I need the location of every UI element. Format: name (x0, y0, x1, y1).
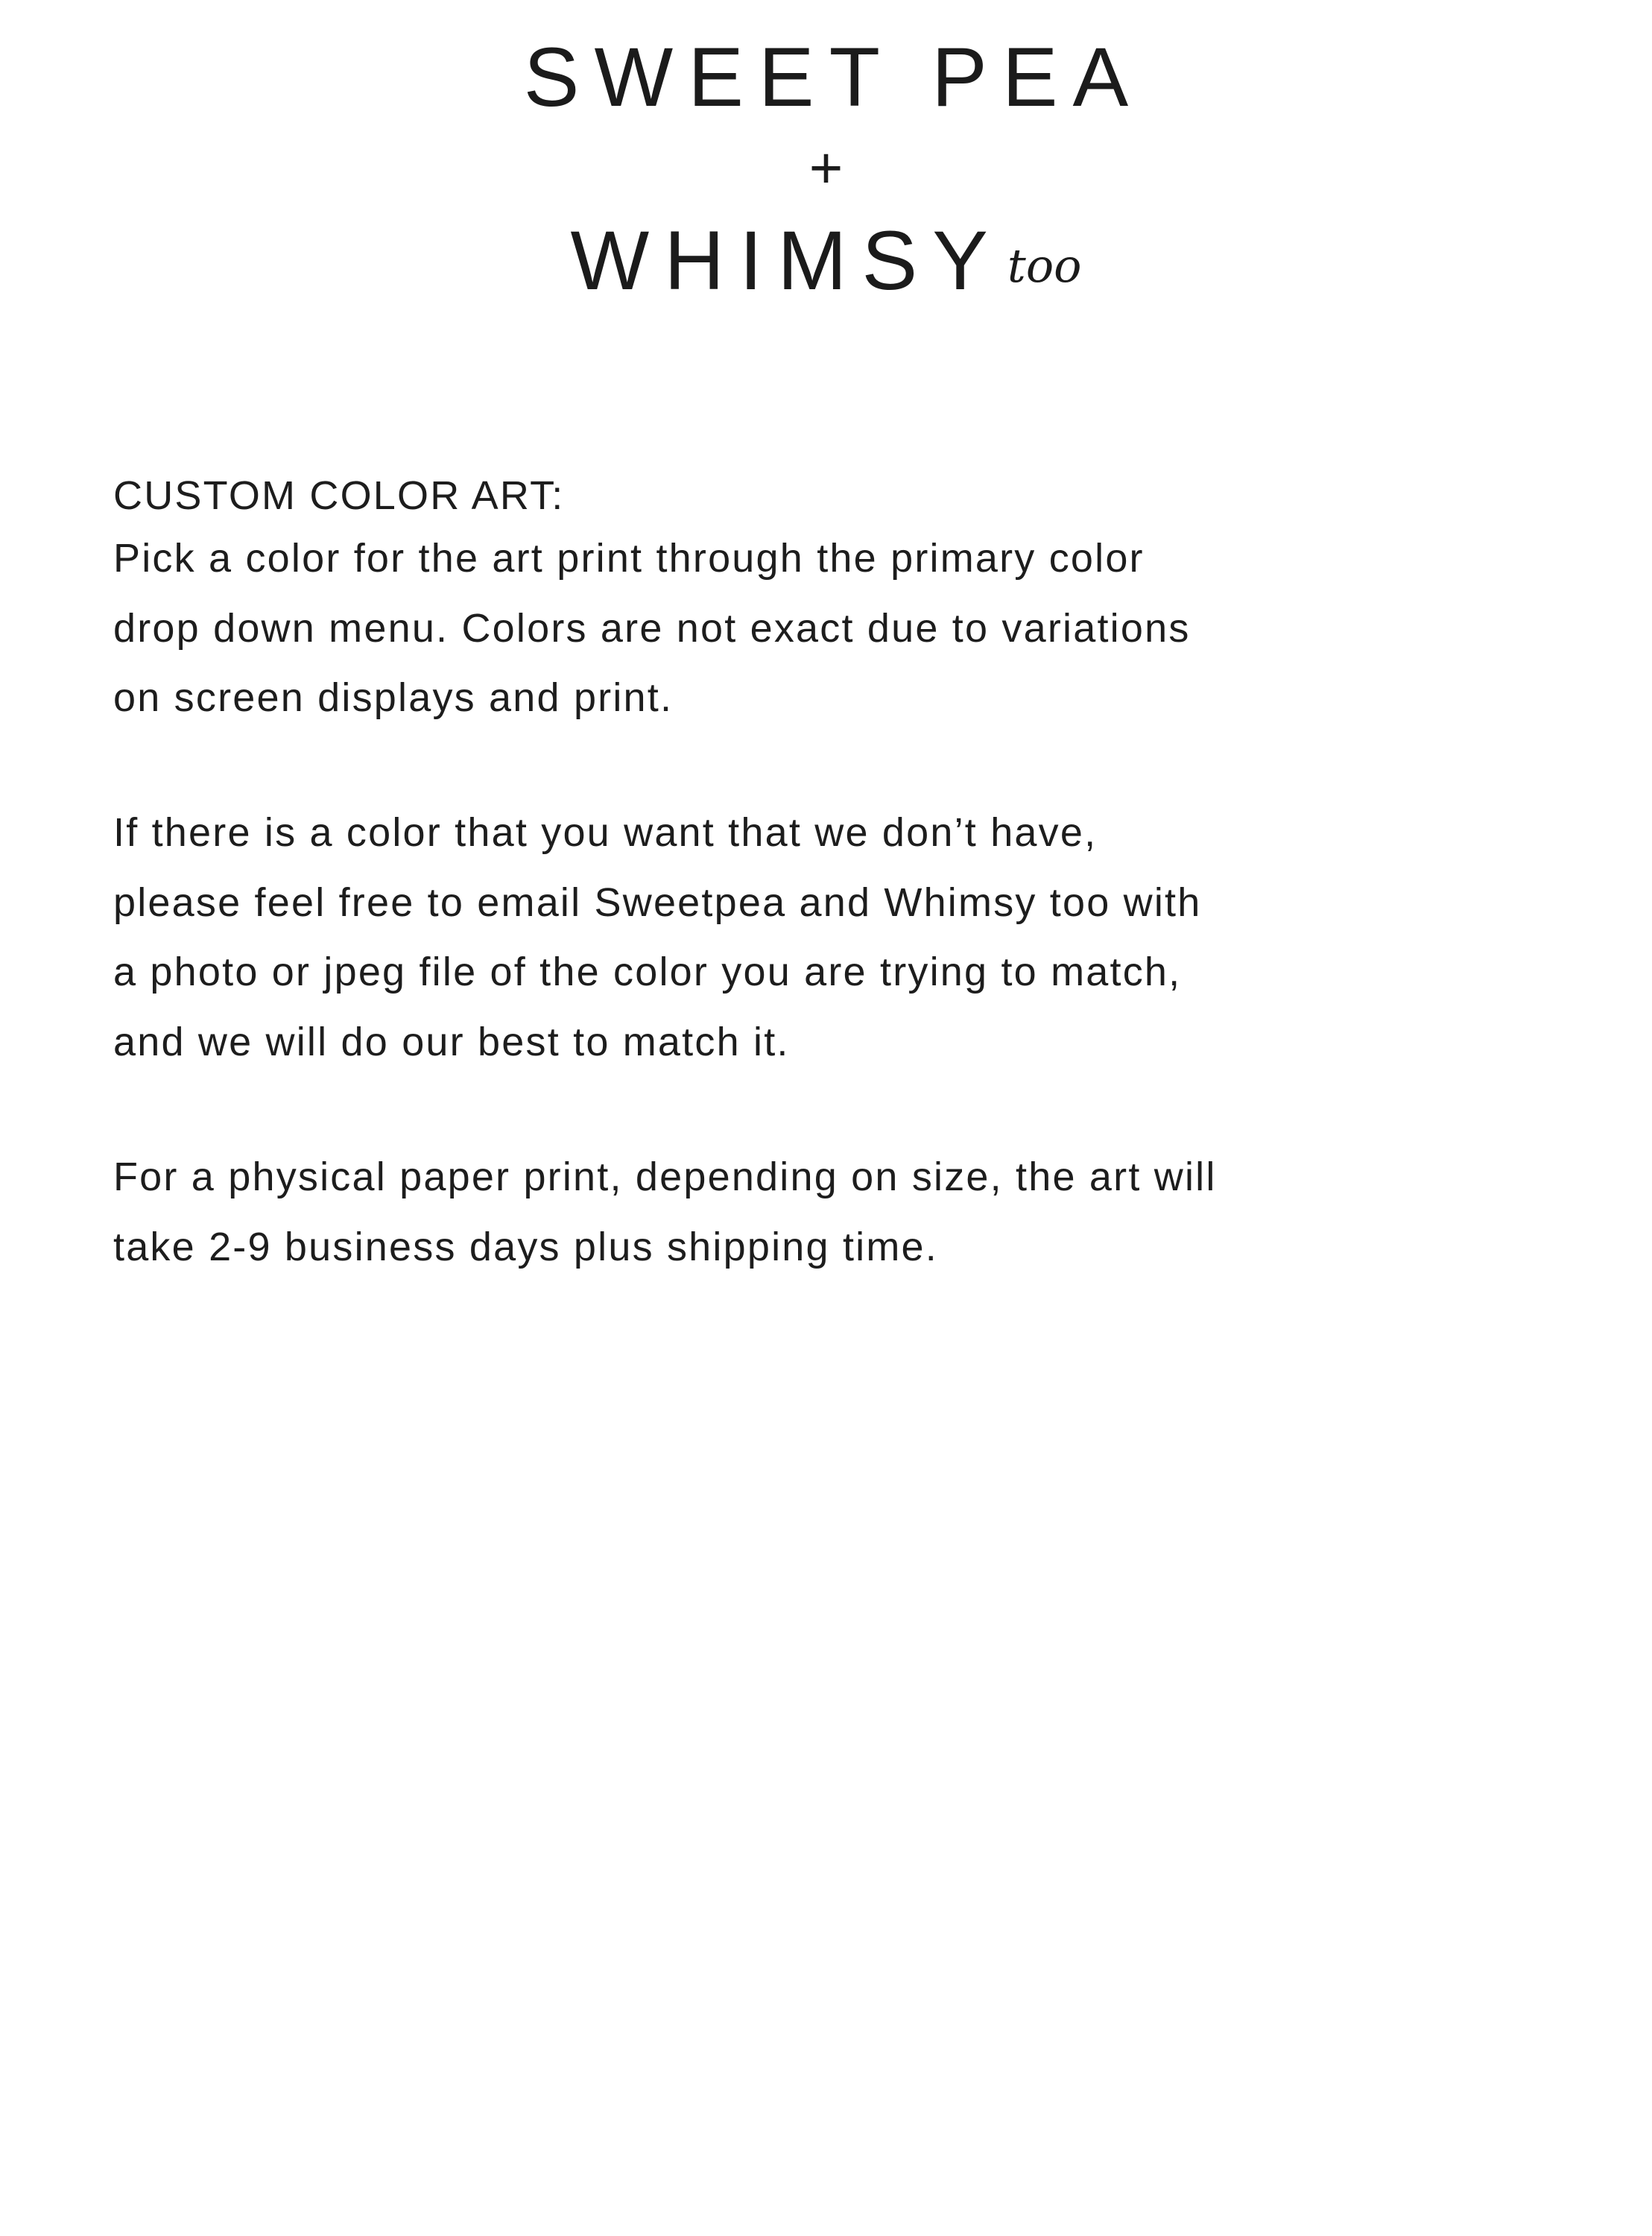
paragraph-line: If there is a color that you want that we don’t have, (113, 810, 1098, 856)
paragraph-color-match (113, 798, 1544, 1077)
paragraph-line: please feel free to email Sweetpea and Whimsy too with (113, 879, 1202, 925)
logo-line-sweet-pea: SWEET PEA (523, 31, 1144, 124)
paragraph-line: on screen displays and print. (113, 675, 674, 721)
paragraph-line: and we will do our best to match it. (113, 1019, 790, 1064)
body-copy (113, 470, 1544, 1282)
logo-plus-symbol: + (808, 134, 844, 200)
logo-script-too: too (1007, 238, 1082, 293)
paragraph-line: take 2-9 business days plus shipping time. (113, 1224, 938, 1269)
paragraph-line: Pick a color for the art print through the primary color (113, 536, 1145, 581)
logo-line-whimsy: WHIMSY (570, 213, 1003, 307)
paragraph-line: drop down menu. Colors are not exact due to variations (113, 605, 1191, 651)
paragraph-production-time (113, 1143, 1544, 1282)
paragraph-custom-color (113, 524, 1544, 733)
logo-line-whimsy-row (0, 212, 1652, 309)
paragraph-line: For a physical paper print, depending on size, the art will (113, 1155, 1217, 1200)
paragraph-line: a photo or jpeg file of the color you are trying to match, (113, 950, 1182, 995)
page-title: CUSTOM COLOR ART: (113, 473, 565, 518)
brand-logo (0, 30, 1652, 309)
